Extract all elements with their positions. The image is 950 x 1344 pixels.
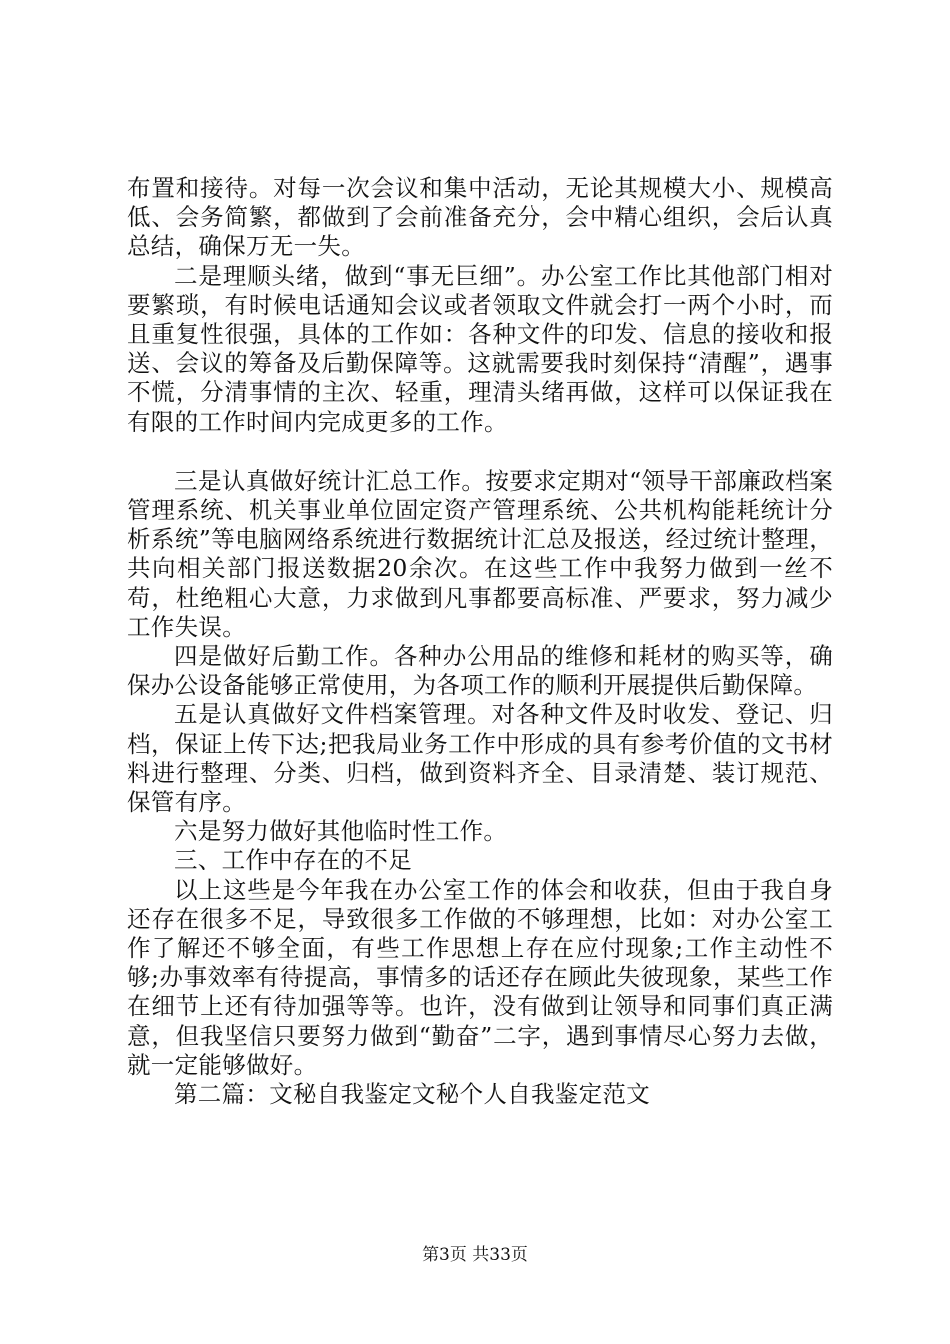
paragraph-item-six: 六是努力做好其他临时性工作。 [174, 817, 508, 846]
document-body [127, 174, 833, 1109]
paragraph-item-three: 三是认真做好统计汇总工作。按要求定期对“领导干部廉政档案管理系统、机关事业单位固定资产管理系统、公共机构能耗统计分析系统”等电脑网络系统进行数据统计汇总及报送，经过统计整理，共向相关部门报送数据20余次。在这些工作中我努力做到一丝不苟，杜绝粗心大意，力求做到凡事都要高标准、严要求，努力减少工作失误。 [127, 466, 833, 641]
section-heading-shortcomings: 三、工作中存在的不足 [174, 846, 412, 875]
chapter-heading-second: 第二篇：文秘自我鉴定文秘个人自我鉴定范文 [174, 1080, 650, 1109]
paragraph-item-two: 二是理顺头绪，做到“事无巨细”。办公室工作比其他部门相对要繁琐，有时候电话通知会议或者领取文件就会打一两个小时，而且重复性很强，具体的工作如：各种文件的印发、信息的接收和报送、会议的筹备及后勤保障等。这就需要我时刻保持“清醒”，遇事不慌，分清事情的主次、轻重，理清头绪再做，这样可以保证我在有限的工作时间内完成更多的工作。 [127, 261, 833, 436]
paragraph-item-four: 四是做好后勤工作。各种办公用品的维修和耗材的购买等，确保办公设备能够正常使用，为各项工作的顺利开展提供后勤保障。 [127, 642, 833, 700]
paragraph-continuation: 布置和接待。对每一次会议和集中活动，无论其规模大小、规模高低、会务简繁，都做到了会前准备充分，会中精心组织，会后认真总结，确保万无一失。 [127, 174, 833, 261]
page-number-footer: 第3页 共33页 [422, 1245, 528, 1265]
paragraph-shortcomings: 以上这些是今年我在办公室工作的体会和收获，但由于我自身还存在很多不足，导致很多工作做的不够理想，比如：对办公室工作了解还不够全面，有些工作思想上存在应付现象;工作主动性不够;办事效率有待提高，事情多的话还存在顾此失彼现象，某些工作在细节上还有待加强等等。也许，没有做到让领导和同事们真正满意，但我坚信只要努力做到“勤奋”二字，遇到事情尽心努力去做，就一定能够做好。 [127, 875, 833, 1079]
paragraph-item-five: 五是认真做好文件档案管理。对各种文件及时收发、登记、归档，保证上传下达;把我局业务工作中形成的具有参考价值的文书材料进行整理、分类、归档，做到资料齐全、目录清楚、装订规范、保管有序。 [127, 700, 833, 817]
